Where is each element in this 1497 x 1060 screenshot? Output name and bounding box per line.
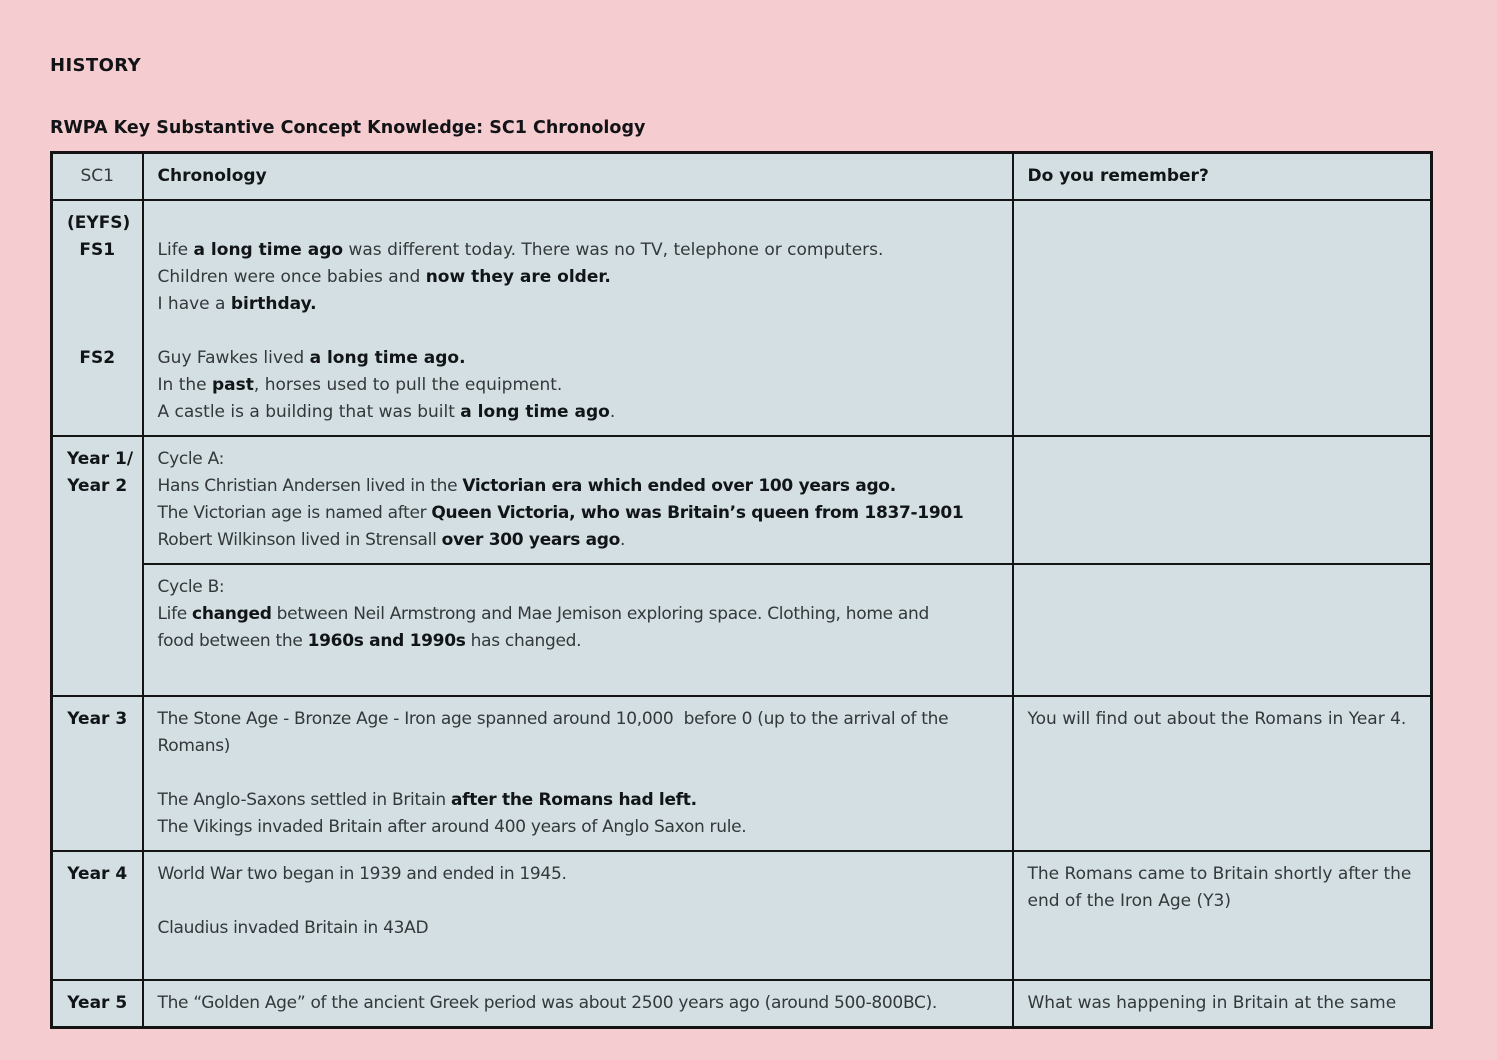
row-year1-2-cycle-a [52, 436, 1432, 564]
row-year1-2-cycle-b [52, 564, 1432, 696]
label-cell-year3: Year 3 [52, 696, 143, 851]
content-cell-year3: The Stone Age - Bronze Age - Iron age spanned around 10,000 before 0 (up to the arrival of the Romans) The Anglo-Saxons settled in Britain after the Romans had left. The Vikings invaded Britain after around 400 years of Anglo Saxon rule. [143, 696, 1013, 851]
header-cell-remember: Do you remember? [1013, 153, 1432, 201]
row-year4 [52, 851, 1432, 980]
remember-cell-eyfs [1013, 200, 1432, 436]
chronology-table [50, 151, 1433, 1029]
table-caption: RWPA Key Substantive Concept Knowledge: SC1 Chronology [50, 118, 646, 138]
remember-cell-year4: The Romans came to Britain shortly after the end of the Iron Age (Y3) [1013, 851, 1432, 980]
content-cell-cycle-a: Cycle A: Hans Christian Andersen lived in the Victorian era which ended over 100 years ago. The Victorian age is named after Queen Victoria, who was Britain’s queen from 1837-1901 Robert Wilkinson lived in Strensall over 300 years ago. [143, 436, 1013, 564]
content-cell-eyfs: Life a long time ago was different today. There was no TV, telephone or computers. Children were once babies and now they are older. I have a birthday. Guy Fawkes lived a long time ago. In the past, horses used to pull the equipment. A castle is a building that was built a long time ago. [143, 200, 1013, 436]
row-year3 [52, 696, 1432, 851]
label-cell-year4: Year 4 [52, 851, 143, 980]
row-eyfs [52, 200, 1432, 436]
content-cell-cycle-b: Cycle B: Life changed between Neil Armstrong and Mae Jemison exploring space. Clothing, home and food between the 1960s and 1990s has changed. [143, 564, 1013, 696]
content-cell-year5: The “Golden Age” of the ancient Greek period was about 2500 years ago (around 500-800BC). [143, 980, 1013, 1028]
header-cell-chronology: Chronology [143, 153, 1013, 201]
row-year5 [52, 980, 1432, 1028]
label-cell-eyfs: (EYFS) FS1 FS2 [52, 200, 143, 436]
remember-cell-year3: You will find out about the Romans in Year 4. [1013, 696, 1432, 851]
content-cell-year4: World War two began in 1939 and ended in 1945. Claudius invaded Britain in 43AD [143, 851, 1013, 980]
remember-cell-cycle-b [1013, 564, 1432, 696]
header-cell-sc1: SC1 [52, 153, 143, 201]
remember-cell-cycle-a [1013, 436, 1432, 564]
remember-cell-year5: What was happening in Britain at the same [1013, 980, 1432, 1028]
header-row [52, 153, 1432, 201]
label-cell-year1-2: Year 1/ Year 2 [52, 436, 143, 696]
page-title: HISTORY [50, 55, 142, 76]
label-cell-year5: Year 5 [52, 980, 143, 1028]
